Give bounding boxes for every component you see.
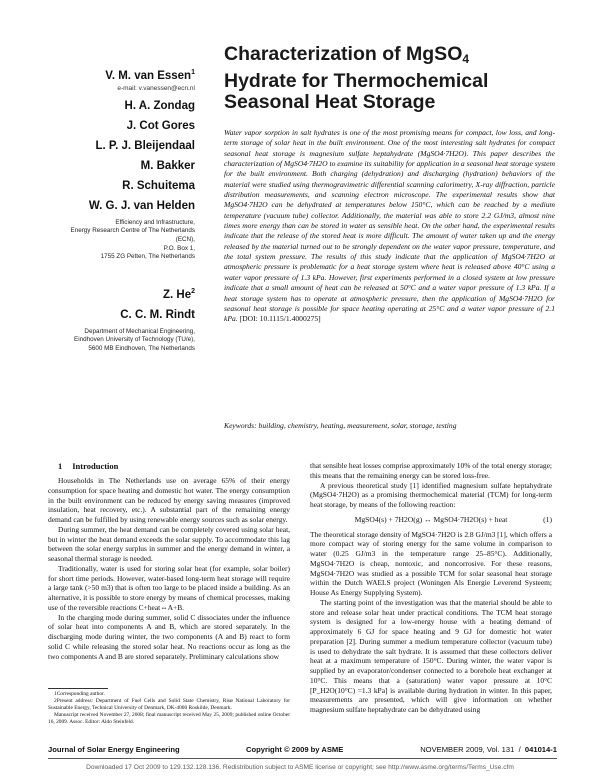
footnote: 2Present address: Department of Fuel Cells and Solid State Chemistry, Risø National Laboratory for Sustainable Energy, Technical University of Denmark, DK-4000 Roskilde, Denmark. bbox=[48, 698, 290, 711]
page-number: 041014-1 bbox=[524, 745, 557, 754]
footnote-rule bbox=[48, 688, 108, 689]
paragraph: Traditionally, water is used for storing solar heat (for example, solar boiler) for short time periods. However, water-based long-term heat storage will require a large tank (>50 m3) that is often too large to be placed inside a building. As an alternative, it is possible to store energy by means of chemical processes, making use of the reversible reactions C+heat⇔A+B. bbox=[48, 563, 290, 612]
title-subscript: 4 bbox=[462, 52, 470, 66]
affiliation-ecn: Efficiency and Infrastructure, Energy Research Centre of The Netherlands (ECN), P.O. Box 1, 1755 ZG Petten, The Netherlands bbox=[70, 218, 195, 261]
paper-title bbox=[224, 44, 554, 114]
journal-name: Journal of Solar Energy Engineering bbox=[48, 745, 180, 754]
title-line-2: Hydrate for Thermochemical bbox=[224, 69, 489, 92]
paragraph: In the charging mode during summer, solid C dissociates under the influence of solar heat into components A and B, which are stored separately. In the discharging mode during winter, the two components (A and B) react to form solid C while releasing the stored solar heat. No reactions occur as long as the two components A and B are stored separately. Preliminary calculations show bbox=[48, 612, 290, 661]
author-6: R. Schuitema bbox=[122, 179, 195, 192]
equation-body: MgSO4(s) + 7H2O(g) ↔ MgSO4·7H2O(s) + heat bbox=[354, 514, 508, 524]
affiliation-tue: Department of Mechanical Engineering, Eindhoven University of Technology (TU/e), 5600 MB Eindhoven, The Netherlands bbox=[74, 327, 195, 352]
abstract-text: Water vapor sorption in salt hydrates is one of the most promising means for compact, low loss, and long-term storage of solar heat in the built environment. One of the most interesting salt hydrates for compact seasonal heat storage is magnesium sulfate heptahydrate (MgSO4·7H2O). This paper describes the characterization of MgSO4·7H2O to examine its suitability for application in a seasonal heat storage system for the built environment. Both charging (dehydration) and discharging (hydration) behaviors of the material were studied using thermogravimetric differential scanning calorimetry, X-ray diffraction, particle distribution measurements, and scanning electron microscope. The experimental results show that MgSO4·7H2O can be dehydrated at temperatures below 150°C, which can be reached by a medium temperature (vacuum tube) collector. Additionally, the material was able to store 2.2 GJ/m3, almost nine times more energy than can be stored in water as sensible heat. On the other hand, the experimental results indicate that the release of the stored heat is more difficult. The amount of water taken up and the energy released by the material turned out to be strongly dependent on the water vapor pressure, temperature, and the total system pressure. The results of this study indicate that the application of MgSO4·7H2O at atmospheric pressure is problematic for a heat storage system where heat is released above 40°C using a water vapor pressure of 1.3 kPa. However, first experiments performed in a closed system at low pressure indicate that a small amount of heat can be released at 50°C and a water vapor pressure of 1.3 kPa. If a heat storage system has to operate at atmospheric pressure, then the application of MgSO4·7H2O for seasonal heat storage is possible for space heating operating at 25°C and a water vapor pressure of 2.1 kPa. bbox=[224, 128, 555, 324]
paragraph: Households in The Netherlands use on average 65% of their energy consumption for space heating and domestic hot water. The energy consumption in the built environment can be reduced by energy saving measures (improved insulation, heat recovery, etc.). A substantial part of the remaining energy demand can be fulfilled by using renewable energy sources such as solar energy. bbox=[48, 476, 290, 524]
author-2: H. A. Zondag bbox=[124, 99, 195, 112]
paragraph: During summer, the heat demand can be completely covered using solar heat, but in winter the heat demand exceeds the solar supply. To accommodate this lag between the solar energy surplus in summer and the energy demand in winter, a seasonal thermal storage is needed. bbox=[48, 524, 290, 563]
title-line-3: Seasonal Heat Storage bbox=[224, 91, 436, 113]
equation bbox=[310, 515, 552, 525]
author-4: L. P. J. Bleijendaal bbox=[95, 139, 195, 152]
author-email: e-mail: v.vanessen@ecn.nl bbox=[117, 84, 195, 92]
author-7: W. G. J. van Helden bbox=[88, 199, 195, 212]
paragraph: A previous theoretical study [1] identified magnesium sulfate heptahydrate (MgSO4·7H2O) as a promising thermochemical material (TCM) for long-term heat storage, by means of the following reaction: bbox=[310, 480, 552, 509]
copyright: Copyright © 2009 by ASME bbox=[246, 745, 344, 754]
paragraph: that sensible heat losses comprise approximately 10% of the total energy storage; this means that the remaining energy can be stored loss-free. bbox=[310, 461, 552, 480]
body-column-left bbox=[48, 461, 290, 661]
author-3: J. Cot Gores bbox=[126, 119, 195, 132]
keywords: Keywords: building, chemistry, heating, measurement, solar, storage, testing bbox=[224, 421, 457, 430]
footnote: 1Corresponding author. bbox=[54, 691, 105, 697]
equation-number: (1) bbox=[543, 514, 552, 524]
footnotes bbox=[48, 691, 290, 726]
author-1: V. M. van Essen$^1$ bbox=[105, 69, 195, 82]
author-list bbox=[40, 66, 195, 353]
download-notice: Downloaded 17 Oct 2009 to 129.132.128.136. Redistribution subject to ASME license or copyright; see http://www.asme.org/terms/Terms_Use.cfm bbox=[86, 764, 514, 771]
title-line-1: Characterization of MgSO bbox=[224, 43, 463, 65]
doi[interactable]: [DOI: 10.1115/1.4000275] bbox=[239, 314, 321, 324]
body-column-right bbox=[310, 461, 552, 715]
author-8: Z. He$^2$ bbox=[162, 287, 195, 301]
paragraph: The theoretical storage density of MgSO4·7H2O is 2.8 GJ/m3 [1], which offers a more compact way of storing energy for the same volume in comparison to water (0.25 GJ/m3 in the temperature range 25–85°C). Additionally, MgSO4·7H2O is cheap, nontoxic, and noncorrosive. For these reasons, MgSO4·7H2O was studied as a possible TCM for solar seasonal heat storage within the Dutch WAELS project (Woningen Als Energie Leverend Systeem; House As Energy Supplying System). bbox=[310, 529, 552, 597]
author-5: M. Bakker bbox=[140, 159, 195, 172]
section-heading: 1 Introduction bbox=[58, 461, 119, 471]
author-9: C. C. M. Rindt bbox=[120, 308, 195, 321]
footer-rule bbox=[48, 758, 557, 759]
issue-info: NOVEMBER 2009, Vol. 131 / 041014-1 bbox=[420, 745, 557, 754]
footnote: Manuscript received November 27, 2008; final manuscript received May 25, 2009; published online October 16, 2009. Assoc. Editor: Aldo Steinfeld. bbox=[48, 712, 290, 725]
paragraph: The starting point of the investigation was that the material should be able to store and release solar heat under practical conditions. The TCM heat storage system is designed for a low-energy house with a heating demand of approximately 6 GJ for space heating and 9 GJ for domestic hot water preparation [2]. During summer a medium temperature collector (vacuum tube) is used to dehydrate the salt hydrate. It is assumed that these collectors deliver heat at a maximum temperature of 150°C. During winter, the water vapor is supplied by an evaporator/condenser connected to a borehole heat exchanger at 10°C. This means that a (saturation) water vapor pressure at 10°C [P_H2O(10°C) =1.3 kPa] is available during hydration in winter. In this paper, measurements are presented, which will give information on whether magnesium sulfate heptahydrate can be dehydrated using bbox=[310, 597, 552, 714]
abstract bbox=[224, 128, 555, 325]
